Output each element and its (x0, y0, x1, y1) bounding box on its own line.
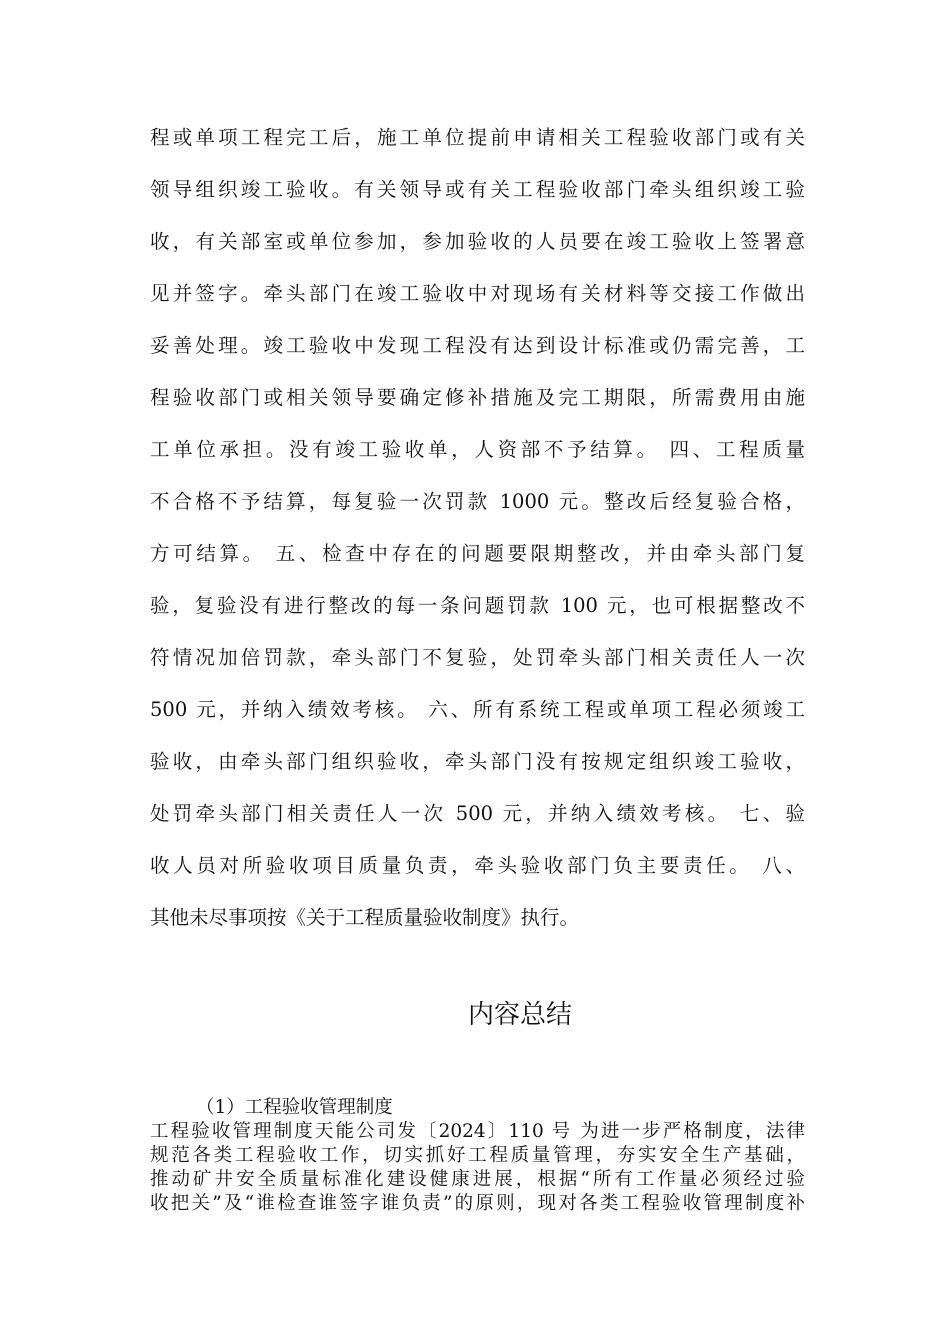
body-line: 500 元，并纳入绩效考核。 六、所有系统工程或单项工程必须竣工 (150, 698, 805, 721)
summary-line: 推动矿井安全质量标准化建设健康进展，根据“所有工作量必须经过验 (150, 1169, 805, 1190)
body-line: 工单位承担。没有竣工验收单，人资部不予结算。 四、工程质量 (150, 438, 805, 461)
summary-block (150, 1096, 805, 1216)
body-line: 见并签字。牵头部门在竣工验收中对现场有关材料等交接工作做出 (150, 282, 805, 305)
summary-line: 工程验收管理制度天能公司发〔2024〕110 号 为进一步严格制度，法律 (150, 1121, 805, 1142)
body-line: 处罚牵头部门相关责任人一次 500 元，并纳入绩效考核。 七、验 (150, 802, 805, 825)
body-line: 验收，由牵头部门组织验收，牵头部门没有按规定组织竣工验收， (150, 750, 805, 773)
body-text (150, 118, 805, 950)
body-line: 收，有关部室或单位参加，参加验收的人员要在竣工验收上签署意 (150, 230, 805, 253)
body-line: 收人员对所验收项目质量负责，牵头验收部门负主要责任。 八、 (150, 854, 805, 877)
body-line: 方可结算。 五、检查中存在的问题要限期整改，并由牵头部门复 (150, 542, 805, 565)
summary-line: 规范各类工程验收工作，切实抓好工程质量管理，夯实安全生产基础， (150, 1145, 805, 1166)
body-line: 符情况加倍罚款，牵头部门不复验，处罚牵头部门相关责任人一次 (150, 646, 805, 669)
body-line: 程验收部门或相关领导要确定修补措施及完工期限，所需费用由施 (150, 386, 805, 409)
body-line: 程或单项工程完工后，施工单位提前申请相关工程验收部门或有关 (150, 126, 805, 149)
body-line: 领导组织竣工验收。有关领导或有关工程验收部门牵头组织竣工验 (150, 178, 805, 201)
body-line-last: 其他未尽事项按《关于工程质量验收制度》执行。 (150, 906, 580, 929)
summary-heading: （1）工程验收管理制度 (196, 1097, 393, 1118)
summary-line: 收把关”及“谁检查谁签字谁负责”的原则，现对各类工程验收管理制度补 (150, 1193, 805, 1214)
body-line: 妥善处理。竣工验收中发现工程没有达到设计标准或仍需完善，工 (150, 334, 805, 357)
body-line: 不合格不予结算，每复验一次罚款 1000 元。整改后经复验合格， (150, 490, 805, 513)
body-line: 验，复验没有进行整改的每一条问题罚款 100 元，也可根据整改不 (150, 594, 805, 617)
section-title: 内容总结 (467, 1000, 572, 1030)
